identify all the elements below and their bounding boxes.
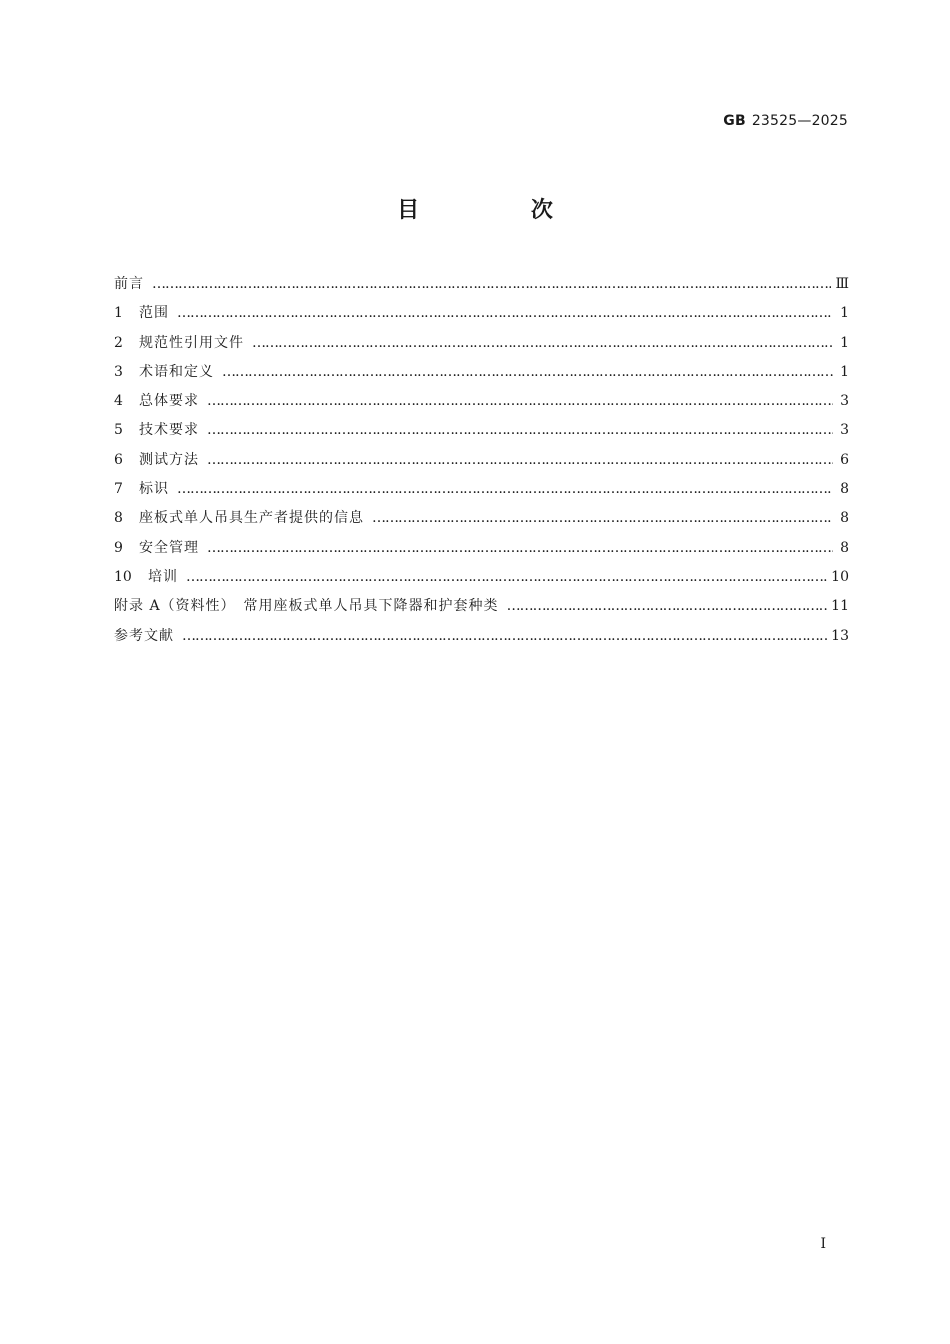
toc-entry[interactable] — [114, 534, 849, 563]
page-title: 目 次 — [397, 198, 605, 223]
toc-entry[interactable] — [114, 387, 849, 416]
toc-entry-label: 安全管理 — [139, 539, 199, 556]
toc-entry-label: 术语和定义 — [139, 363, 214, 380]
toc-entry-page: 13 — [831, 627, 849, 644]
toc-leader-dots — [177, 475, 833, 504]
toc-entry-page: 1 — [840, 305, 849, 322]
toc-leader-dots — [182, 622, 827, 651]
toc-entry-label: 参考文献 — [114, 627, 174, 644]
toc-leader-dots — [507, 592, 828, 621]
toc-entry[interactable] — [114, 446, 849, 475]
toc-entry-page: 3 — [840, 393, 849, 410]
toc-entry-page: 1 — [840, 363, 849, 380]
toc-entry[interactable] — [114, 475, 849, 504]
toc-entry-label: 培训 — [148, 568, 178, 585]
toc-entry[interactable] — [114, 329, 849, 358]
toc-leader-dots — [186, 563, 827, 592]
toc-entry-number: 7 — [114, 481, 123, 498]
toc-entry-number: 5 — [114, 422, 123, 439]
toc-entry-label: 技术要求 — [139, 422, 199, 439]
toc-entry[interactable] — [114, 270, 849, 299]
toc-entry[interactable] — [114, 622, 849, 651]
toc-entry-number: 3 — [114, 363, 123, 380]
toc-entry-number: 6 — [114, 451, 123, 468]
toc-entry-number: 9 — [114, 539, 123, 556]
toc-entry-page: 8 — [840, 539, 849, 556]
toc-entry[interactable] — [114, 592, 849, 621]
standard-prefix: GB — [723, 113, 746, 129]
toc-entry-number: 8 — [114, 510, 123, 527]
standard-number — [723, 113, 848, 129]
toc-entry-page: 11 — [831, 598, 849, 615]
toc-entry[interactable] — [114, 358, 849, 387]
toc-leader-dots — [222, 358, 833, 387]
toc-leader-dots — [177, 299, 833, 328]
toc-entry-page: 10 — [831, 568, 849, 585]
toc-entry-page: 1 — [840, 334, 849, 351]
toc-entry-label: 测试方法 — [139, 451, 199, 468]
toc-entry-label: 标识 — [139, 481, 169, 498]
toc-entry[interactable] — [114, 504, 849, 533]
toc-entry-page: 8 — [840, 510, 849, 527]
toc-leader-dots — [207, 416, 833, 445]
toc-entry[interactable] — [114, 416, 849, 445]
toc-entry-number: 4 — [114, 393, 123, 410]
toc-leader-dots — [207, 446, 833, 475]
toc-entry-number: 2 — [114, 334, 123, 351]
toc-leader-dots — [252, 329, 833, 358]
toc-leader-dots — [207, 387, 833, 416]
toc-entry-label: 范围 — [139, 305, 169, 322]
toc-entry[interactable] — [114, 299, 849, 328]
toc-entry-page: 3 — [840, 422, 849, 439]
toc-leader-dots — [207, 534, 833, 563]
toc-entry-label: 前言 — [114, 276, 144, 292]
toc-entry[interactable] — [114, 563, 849, 592]
toc-leader-dots — [372, 504, 833, 533]
toc-entry-number: 10 — [114, 568, 132, 585]
toc-entry-label: 总体要求 — [139, 393, 199, 410]
toc-entry-label: 座板式单人吊具生产者提供的信息 — [139, 510, 364, 527]
toc-entry-number: 1 — [114, 305, 123, 322]
toc-entry-page: 6 — [840, 451, 849, 468]
page-number: Ⅰ — [820, 1236, 826, 1252]
table-of-contents — [114, 270, 849, 651]
toc-entry-page: Ⅲ — [835, 276, 849, 292]
toc-entry-label: 规范性引用文件 — [139, 334, 244, 351]
toc-entry-label: 附录 A（资料性） 常用座板式单人吊具下降器和护套种类 — [114, 598, 499, 615]
toc-leader-dots — [152, 270, 831, 299]
toc-entry-page: 8 — [840, 481, 849, 498]
standard-code: 23525—2025 — [751, 113, 848, 129]
